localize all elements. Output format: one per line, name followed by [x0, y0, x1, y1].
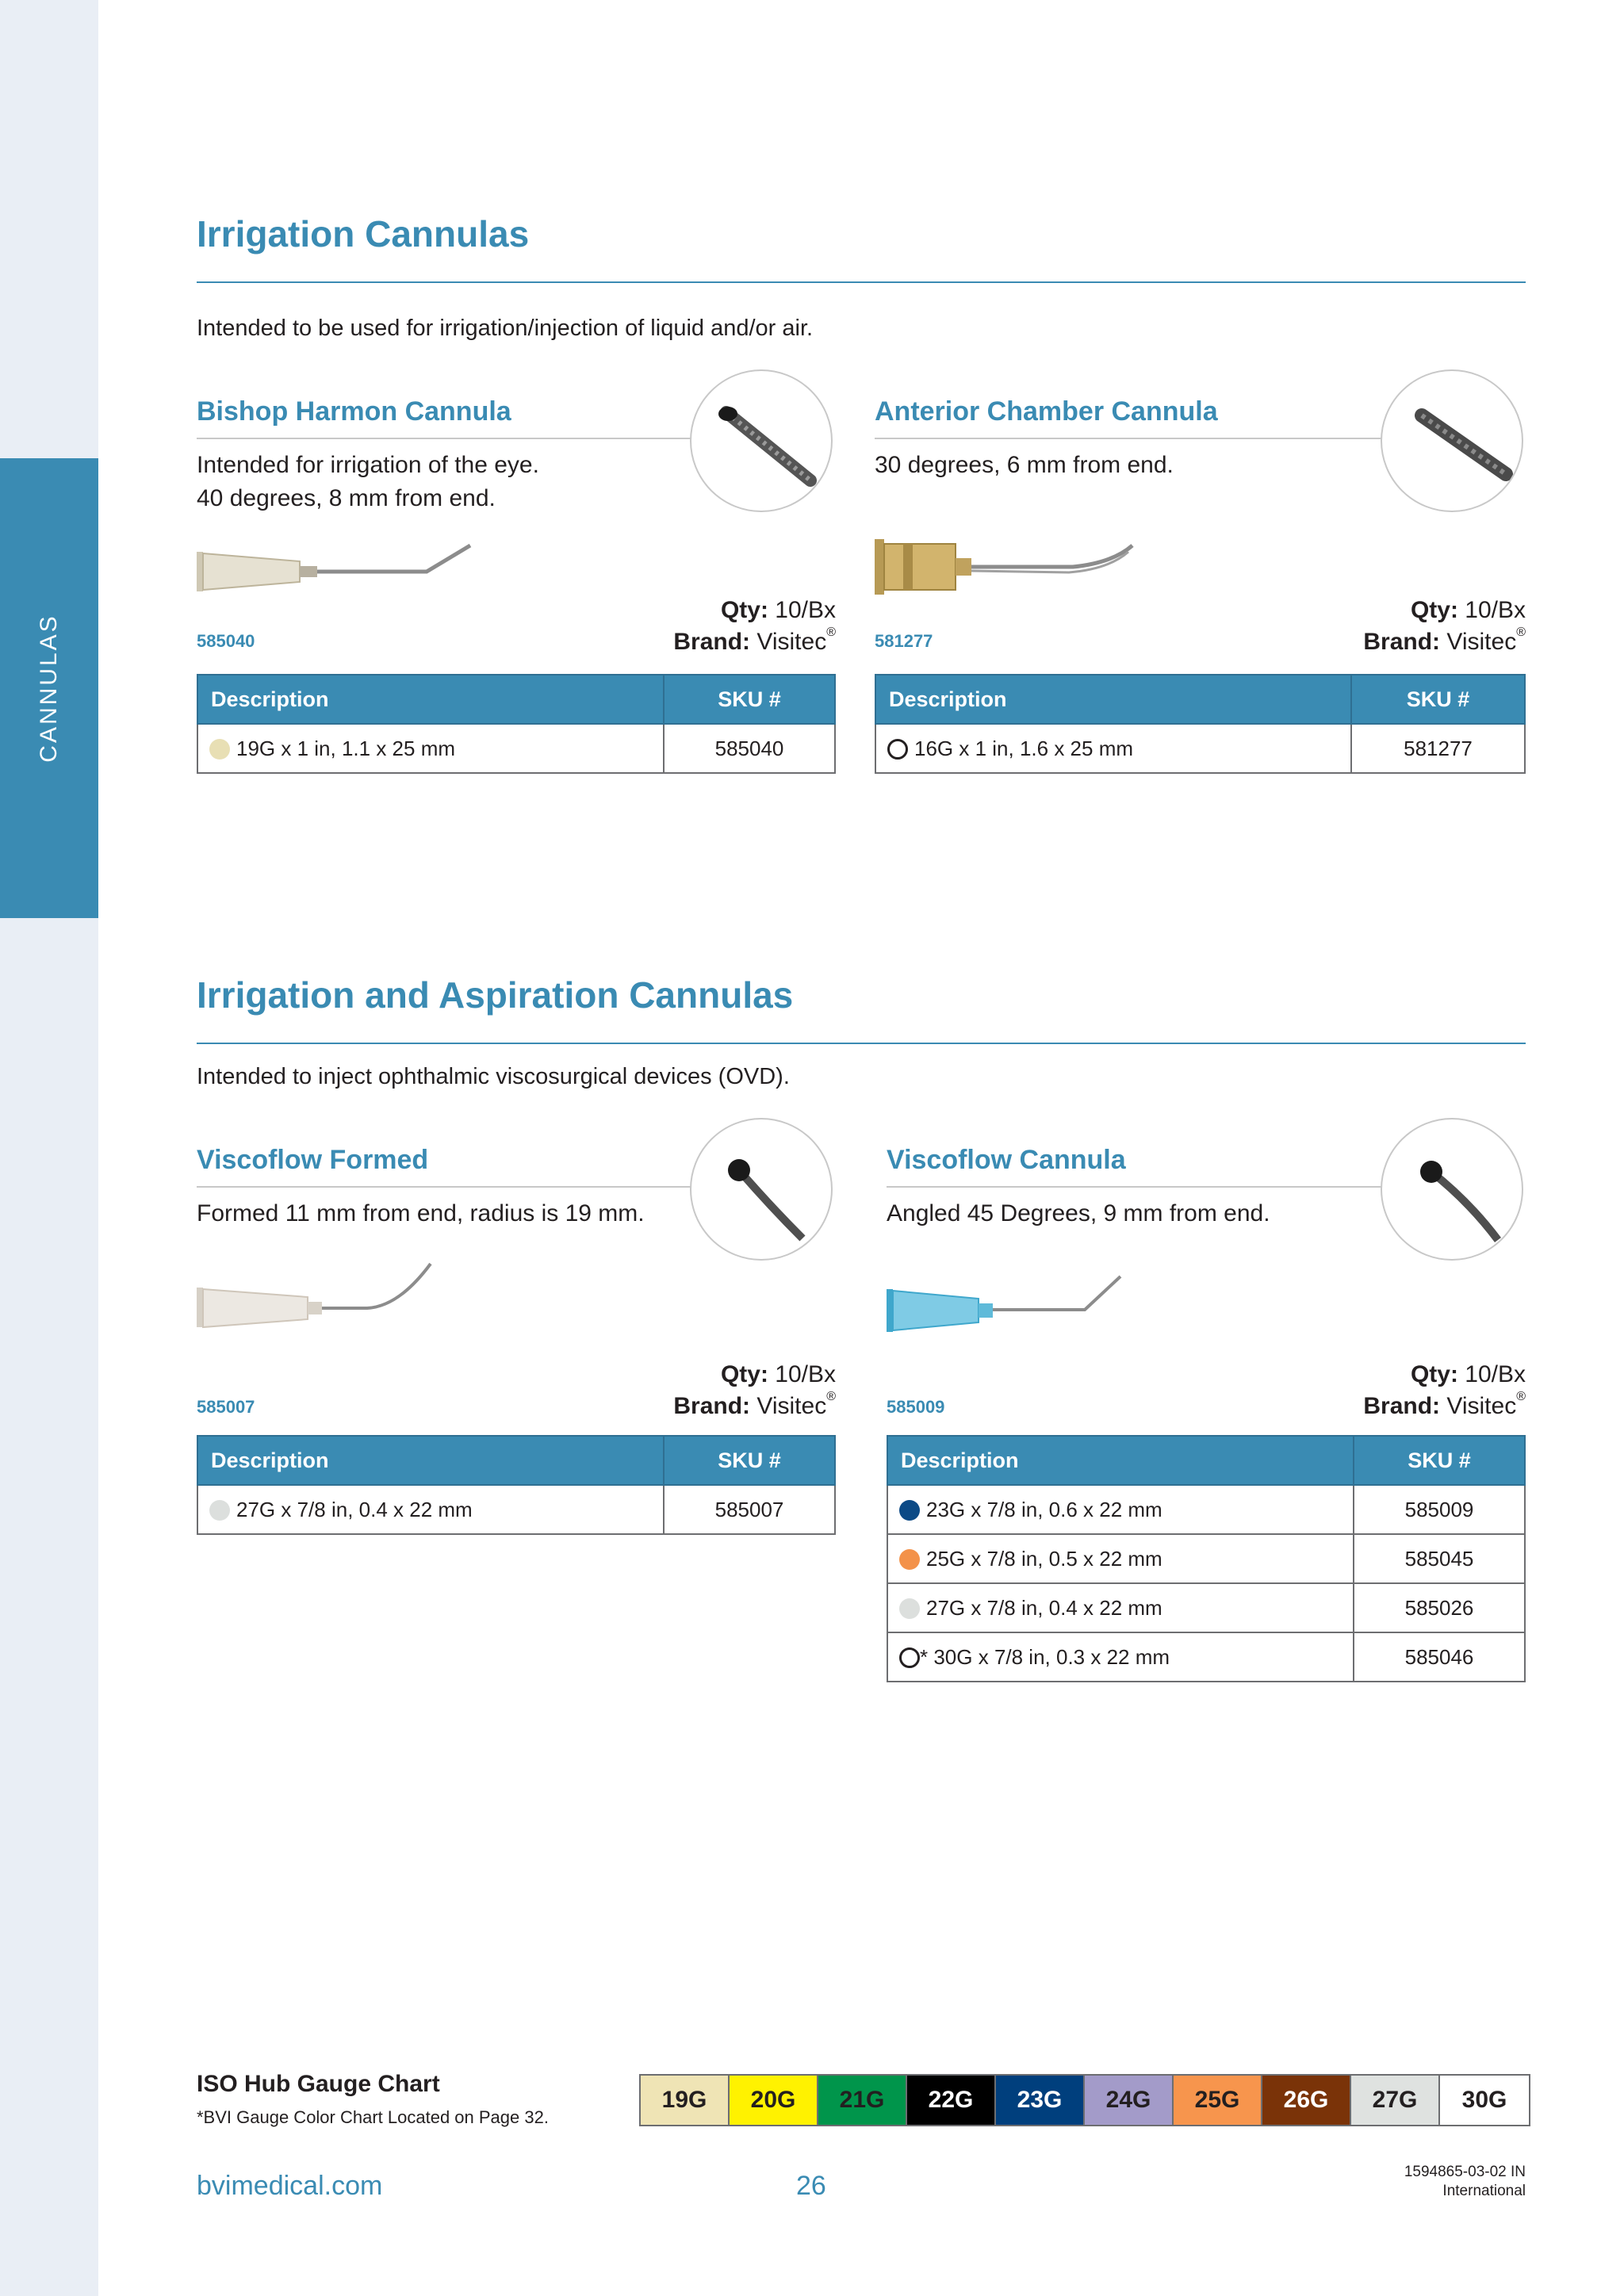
gauge-color-dot	[899, 1598, 920, 1619]
gauge-cell-30g: 30G	[1440, 2076, 1529, 2125]
qty-brand: Qty: 10/Bx Brand: Visitec®	[1363, 1361, 1526, 1419]
qty-brand: Qty: 10/Bx Brand: Visitec®	[673, 597, 836, 655]
table-row: 23G x 7/8 in, 0.6 x 22 mm 585009	[887, 1485, 1525, 1534]
table-row: * 30G x 7/8 in, 0.3 x 22 mm 585046	[887, 1632, 1525, 1682]
gauge-cell-24g: 24G	[1085, 2076, 1174, 2125]
sku-reference: 585007	[197, 1397, 255, 1417]
gauge-cell-23g: 23G	[996, 2076, 1085, 2125]
product-anterior-chamber	[875, 396, 1526, 777]
product-title: Bishop Harmon Cannula	[197, 396, 511, 427]
cannula-product-image	[875, 523, 1160, 614]
sku-reference: 585009	[887, 1397, 945, 1417]
product-viscoflow-formed	[197, 1145, 836, 1541]
gauge-cell-22g: 22G	[907, 2076, 996, 2125]
sku-table: Description SKU # 27G x 7/8 in, 0.4 x 22 mm 585007	[197, 1435, 836, 1535]
tip-closeup-image	[1381, 1118, 1523, 1261]
document-code: 1594865-03-02 IN International	[1404, 2164, 1526, 2199]
gauge-color-dot	[209, 739, 230, 760]
product-viscoflow-cannula	[887, 1145, 1526, 1700]
gauge-chart-note: *BVI Gauge Color Chart Located on Page 32.	[197, 2107, 549, 2127]
sku-table: Description SKU # 23G x 7/8 in, 0.6 x 22 mm 585009 25G x 7/8 in, 0.5 x 22 mm 585045 27G x 7/8 in, 0.4 x 22 mm 585026 * 30G x 7/8 in, 0.3 x 22 mm 585046	[887, 1435, 1526, 1682]
gauge-cell-26g: 26G	[1262, 2076, 1351, 2125]
cannula-product-image	[197, 1254, 458, 1345]
gauge-chart-title: ISO Hub Gauge Chart	[197, 2071, 440, 2097]
page-number: 26	[796, 2171, 826, 2201]
gauge-color-dot	[899, 1549, 920, 1570]
table-row: 16G x 1 in, 1.6 x 25 mm 581277	[875, 724, 1525, 773]
product-divider	[887, 1186, 1382, 1188]
cannula-product-image	[197, 536, 482, 611]
qty-brand: Qty: 10/Bx Brand: Visitec®	[673, 1361, 836, 1419]
product-divider	[875, 438, 1382, 439]
product-title: Anterior Chamber Cannula	[875, 396, 1218, 427]
cannula-product-image	[887, 1254, 1148, 1345]
product-description: Angled 45 Degrees, 9 mm from end.	[887, 1200, 1270, 1226]
section-title-irrigation-aspiration: Irrigation and Aspiration Cannulas	[197, 974, 794, 1016]
product-description: Formed 11 mm from end, radius is 19 mm.	[197, 1200, 645, 1226]
product-divider	[197, 438, 692, 439]
gauge-cell-27g: 27G	[1351, 2076, 1440, 2125]
sku-table: Description SKU # 16G x 1 in, 1.6 x 25 mm 581277	[875, 674, 1526, 774]
gauge-color-dot	[899, 1500, 920, 1521]
sku-reference: 581277	[875, 631, 933, 651]
section-divider	[197, 281, 1526, 283]
sidebar	[0, 0, 98, 2296]
product-description: 30 degrees, 6 mm from end.	[875, 452, 1174, 478]
gauge-color-chart	[639, 2074, 1530, 2126]
section-intro: Intended to be used for irrigation/injection of liquid and/or air.	[197, 316, 814, 341]
sku-reference: 585040	[197, 631, 255, 651]
gauge-color-dot	[209, 1500, 230, 1521]
qty-brand: Qty: 10/Bx Brand: Visitec®	[1363, 597, 1526, 655]
footer-website[interactable]: bvimedical.com	[197, 2171, 383, 2201]
section-tab	[0, 458, 98, 918]
gauge-cell-19g: 19G	[641, 2076, 730, 2125]
tip-closeup-image	[690, 1118, 833, 1261]
product-bishop-harmon	[197, 396, 836, 777]
tip-closeup-image	[690, 369, 833, 512]
gauge-color-dot	[887, 739, 908, 760]
product-title: Viscoflow Formed	[197, 1145, 429, 1175]
gauge-cell-20g: 20G	[730, 2076, 818, 2125]
gauge-cell-25g: 25G	[1174, 2076, 1262, 2125]
table-row: 25G x 7/8 in, 0.5 x 22 mm 585045	[887, 1534, 1525, 1583]
gauge-color-dot	[899, 1647, 920, 1668]
gauge-cell-21g: 21G	[818, 2076, 907, 2125]
section-tab-label: CANNULAS	[36, 614, 62, 763]
table-row: 19G x 1 in, 1.1 x 25 mm 585040	[197, 724, 835, 773]
product-divider	[197, 1186, 692, 1188]
table-row: 27G x 7/8 in, 0.4 x 22 mm 585026	[887, 1583, 1525, 1632]
product-title: Viscoflow Cannula	[887, 1145, 1126, 1175]
section-divider	[197, 1043, 1526, 1044]
product-description: Intended for irrigation of the eye. 40 degrees, 8 mm from end.	[197, 452, 539, 511]
tip-closeup-image	[1381, 369, 1523, 512]
section-title-irrigation: Irrigation Cannulas	[197, 213, 530, 254]
section-intro: Intended to inject ophthalmic viscosurgical devices (OVD).	[197, 1064, 790, 1089]
sku-table: Description SKU # 19G x 1 in, 1.1 x 25 mm 585040	[197, 674, 836, 774]
table-row: 27G x 7/8 in, 0.4 x 22 mm 585007	[197, 1485, 835, 1534]
